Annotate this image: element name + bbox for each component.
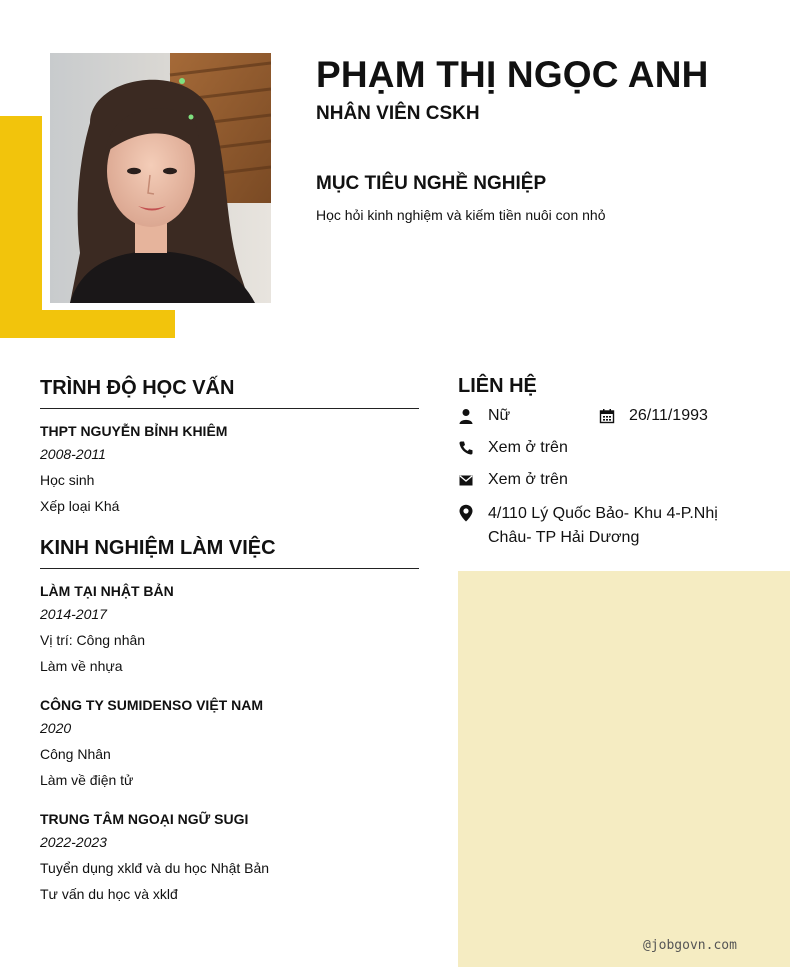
decorative-panel bbox=[458, 571, 790, 967]
entry-detail: Học sinh bbox=[40, 472, 95, 488]
entry-detail: Công Nhân bbox=[40, 746, 111, 762]
left-column bbox=[40, 376, 419, 902]
entry-detail: Xếp loại Khá bbox=[40, 498, 120, 514]
location-pin-icon bbox=[458, 504, 474, 520]
experience-entry bbox=[40, 697, 419, 788]
entry-period: 2020 bbox=[40, 720, 72, 736]
mail-icon bbox=[458, 472, 474, 488]
experience-heading: KINH NGHIỆM LÀM VIỆC bbox=[40, 536, 419, 569]
education-heading: TRÌNH ĐỘ HỌC VẤN bbox=[40, 376, 419, 409]
calendar-icon bbox=[599, 408, 615, 424]
entry-organization: THPT NGUYỄN BỈNH KHIÊM bbox=[40, 423, 228, 439]
profile-photo bbox=[50, 53, 271, 303]
entry-organization: CÔNG TY SUMIDENSO VIỆT NAM bbox=[40, 697, 263, 713]
candidate-name: PHẠM THỊ NGỌC ANH bbox=[316, 54, 709, 95]
phone-value: Xem ở trên bbox=[488, 439, 568, 456]
dob-value: 26/11/1993 bbox=[629, 407, 708, 424]
email-value: Xem ở trên bbox=[488, 471, 568, 488]
entry-detail: Làm về điện tử bbox=[40, 772, 134, 788]
job-title: NHÂN VIÊN CSKH bbox=[316, 103, 480, 124]
experience-entry bbox=[40, 811, 419, 902]
experience-entry bbox=[40, 583, 419, 674]
entry-organization: TRUNG TÂM NGOẠI NGỮ SUGI bbox=[40, 811, 249, 827]
contact-row-address bbox=[458, 502, 778, 546]
accent-block bbox=[0, 116, 42, 338]
education-entry bbox=[40, 423, 419, 514]
entry-organization: LÀM TẠI NHẬT BẢN bbox=[40, 583, 174, 599]
entry-detail: Làm về nhựa bbox=[40, 658, 123, 674]
address-value: 4/110 Lý Quốc Bảo- Khu 4-P.Nhị Châu- TP Hải Dương bbox=[488, 505, 718, 546]
contact-row-email bbox=[458, 470, 778, 494]
accent-bar bbox=[0, 310, 175, 338]
watermark: @jobgovn.com bbox=[643, 938, 737, 953]
objective-text: Học hỏi kinh nghiệm và kiếm tiền nuôi con nhỏ bbox=[316, 207, 606, 223]
contact-heading: LIÊN HỆ bbox=[458, 375, 537, 397]
person-icon bbox=[458, 408, 474, 424]
entry-detail: Vị trí: Công nhân bbox=[40, 632, 146, 648]
contact-row-phone bbox=[458, 438, 778, 462]
gender-value: Nữ bbox=[488, 407, 511, 424]
entry-detail: Tư vấn du học và xklđ bbox=[40, 886, 178, 902]
entry-detail: Tuyển dụng xklđ và du học Nhật Bản bbox=[40, 860, 270, 876]
contact-section bbox=[458, 374, 758, 546]
contact-row-gender bbox=[458, 406, 778, 430]
objective-heading: MỤC TIÊU NGHỀ NGHIỆP bbox=[316, 173, 547, 194]
entry-period: 2008-2011 bbox=[40, 446, 106, 462]
entry-period: 2022-2023 bbox=[40, 834, 107, 850]
phone-icon bbox=[458, 440, 474, 456]
entry-period: 2014-2017 bbox=[40, 606, 107, 622]
